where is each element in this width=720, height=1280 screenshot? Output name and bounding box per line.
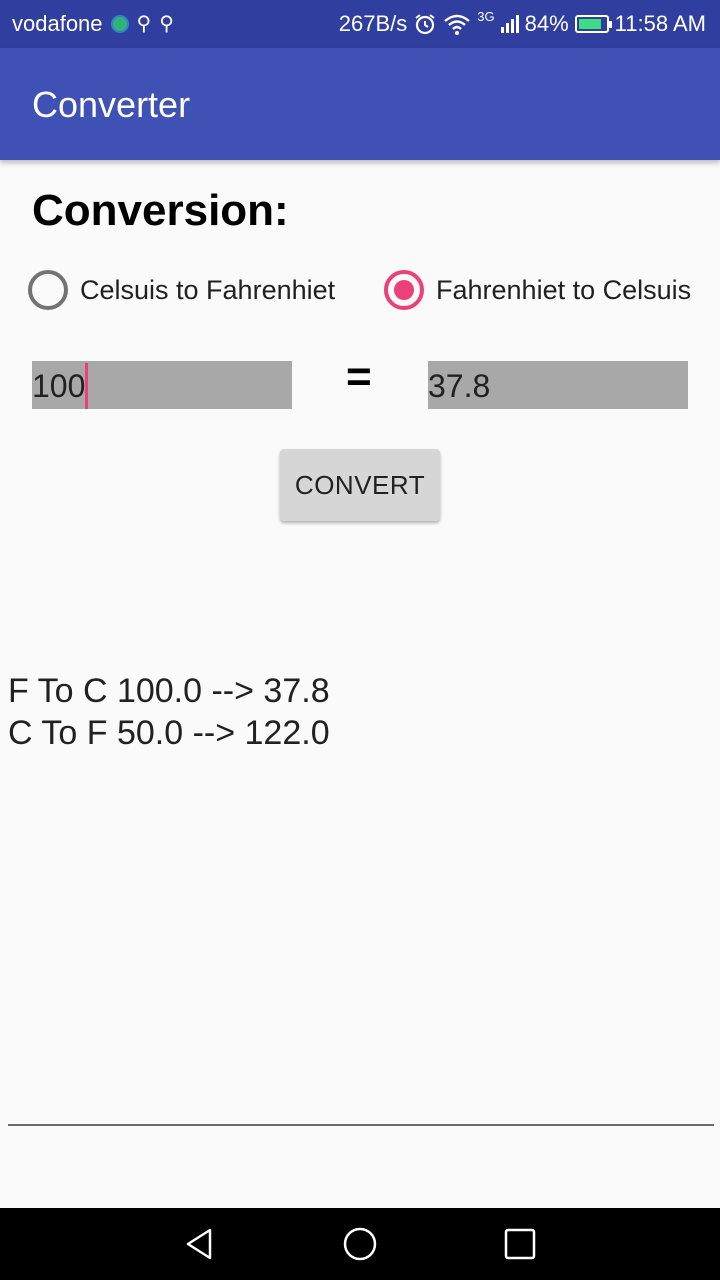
radio-celsius-to-fahrenheit[interactable] — [28, 268, 335, 312]
conversion-heading: Conversion: — [32, 186, 289, 235]
input-value: 100 — [32, 368, 86, 404]
clock: 11:58 AM — [614, 11, 706, 36]
signal-icon — [501, 15, 519, 33]
radio-unchecked-icon[interactable] — [28, 270, 68, 310]
usb-icon: ⚲ — [136, 13, 152, 35]
status-right — [339, 0, 706, 48]
usb-icon: ⚲ — [159, 13, 174, 35]
carrier-label: vodafone — [12, 11, 103, 36]
result-value: 37.8 — [428, 368, 491, 404]
text-cursor — [85, 363, 88, 409]
temperature-input[interactable] — [32, 361, 292, 409]
battery-fill — [579, 19, 601, 29]
radio-checked-icon[interactable] — [384, 270, 424, 310]
app-title: Converter — [32, 84, 191, 125]
history-item: F To C 100.0 --> 37.8 — [8, 672, 330, 710]
radio-label: Celsuis to Fahrenhiet — [80, 274, 336, 305]
radio-label: Fahrenhiet to Celsuis — [436, 274, 692, 305]
equals-sign: = — [346, 352, 372, 401]
divider — [8, 1124, 714, 1126]
recents-icon[interactable] — [502, 1226, 538, 1262]
conversion-history — [8, 670, 330, 754]
navigation-bar — [0, 1208, 720, 1280]
status-bar — [0, 0, 720, 48]
alarm-icon — [413, 12, 437, 36]
globe-icon — [111, 15, 129, 33]
convert-button[interactable]: CONVERT — [280, 449, 440, 521]
app-bar — [0, 48, 720, 160]
battery-percent: 84% — [524, 11, 569, 36]
radio-fahrenheit-to-celsius[interactable] — [384, 268, 691, 312]
history-item: C To F 50.0 --> 122.0 — [8, 714, 330, 752]
home-icon[interactable] — [342, 1226, 378, 1262]
net-speed: 267B/s — [338, 11, 408, 36]
status-left — [12, 0, 174, 48]
wifi-icon — [443, 13, 471, 35]
result-field[interactable] — [428, 361, 688, 409]
network-type: 3G — [477, 8, 495, 24]
back-icon[interactable] — [182, 1226, 218, 1262]
battery-icon — [575, 15, 609, 33]
